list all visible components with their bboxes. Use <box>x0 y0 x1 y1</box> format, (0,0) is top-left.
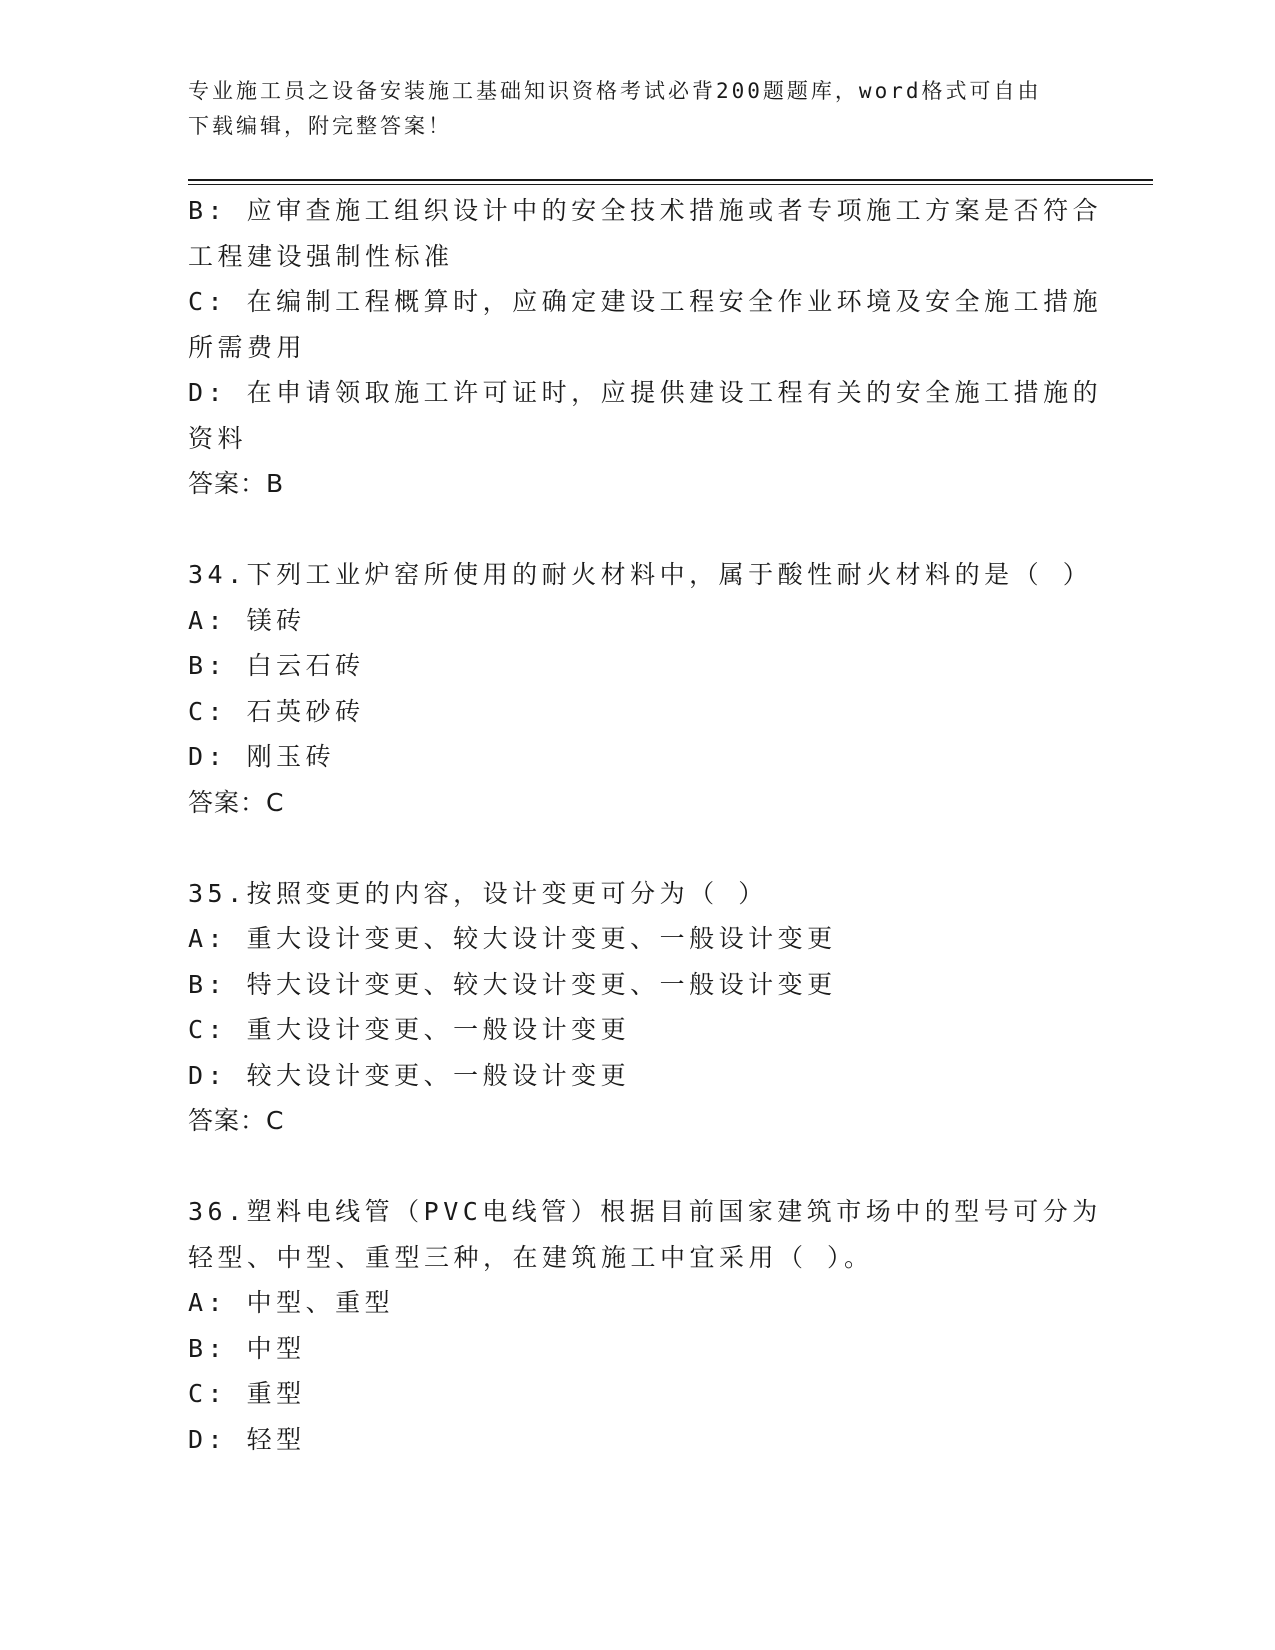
question-34-block <box>188 552 1093 825</box>
q36-option-b: B: 中型 <box>188 1333 306 1363</box>
q35-option-c: C: 重大设计变更、一般设计变更 <box>188 1015 631 1044</box>
q36-question-text-line-1: 36.塑料电线管（PVC电线管）根据目前国家建筑市场中的型号可分为 <box>188 1197 1102 1226</box>
q36-option-d: D: 轻型 <box>188 1424 306 1454</box>
page-header <box>188 74 1068 144</box>
spacer <box>188 825 1078 871</box>
q36-question-text-line-2: 轻型、中型、重型三种，在建筑施工中宜采用（ ）。 <box>188 1242 874 1272</box>
q33-answer: 答案：B <box>188 469 285 498</box>
header-title-line-2: 下载编辑，附完整答案！ <box>188 114 452 138</box>
q35-option-a: A: 重大设计变更、较大设计变更、一般设计变更 <box>188 924 837 953</box>
q33-option-b-line-1: B: 应审查施工组织设计中的安全技术措施或者专项施工方案是否符合 <box>188 196 1103 225</box>
question-33-block <box>188 188 1103 507</box>
spacer <box>188 1144 1078 1190</box>
q34-answer: 答案：C <box>188 787 285 817</box>
q35-option-d: D: 较大设计变更、一般设计变更 <box>188 1060 631 1090</box>
q33-option-d-line-1: D: 在申请领取施工许可证时，应提供建设工程有关的安全施工措施的 <box>188 378 1103 407</box>
q34-option-a: A: 镁砖 <box>188 605 306 635</box>
question-35-block <box>188 871 1078 1144</box>
question-36-block <box>188 1189 1102 1462</box>
q33-option-b-line-2: 工程建设强制性标准 <box>188 241 454 271</box>
q34-option-c: C: 石英砂砖 <box>188 696 365 726</box>
question-content <box>188 188 1103 1462</box>
header-title-line-1: 专业施工员之设备安装施工基础知识资格考试必背200题题库，word格式可自由 <box>188 79 1042 103</box>
q35-question-text: 35.按照变更的内容，设计变更可分为（ ） <box>188 878 768 908</box>
q33-option-d-line-2: 资料 <box>188 423 248 453</box>
header-divider-thick <box>188 179 1153 181</box>
q36-option-a: A: 中型、重型 <box>188 1288 395 1317</box>
q35-answer: 答案：C <box>188 1106 285 1135</box>
header-divider-thin <box>188 184 1153 185</box>
q33-option-c-line-1: C: 在编制工程概算时，应确定建设工程安全作业环境及安全施工措施 <box>188 287 1103 316</box>
q33-option-c-line-2: 所需费用 <box>188 332 307 362</box>
q34-option-b: B: 白云石砖 <box>188 651 365 680</box>
q34-option-d: D: 刚玉砖 <box>188 742 336 771</box>
q36-option-c: C: 重型 <box>188 1379 306 1408</box>
q35-option-b: B: 特大设计变更、较大设计变更、一般设计变更 <box>188 969 837 999</box>
q34-question-text: 34.下列工业炉窑所使用的耐火材料中，属于酸性耐火材料的是（ ） <box>188 560 1093 589</box>
spacer <box>188 507 1078 553</box>
